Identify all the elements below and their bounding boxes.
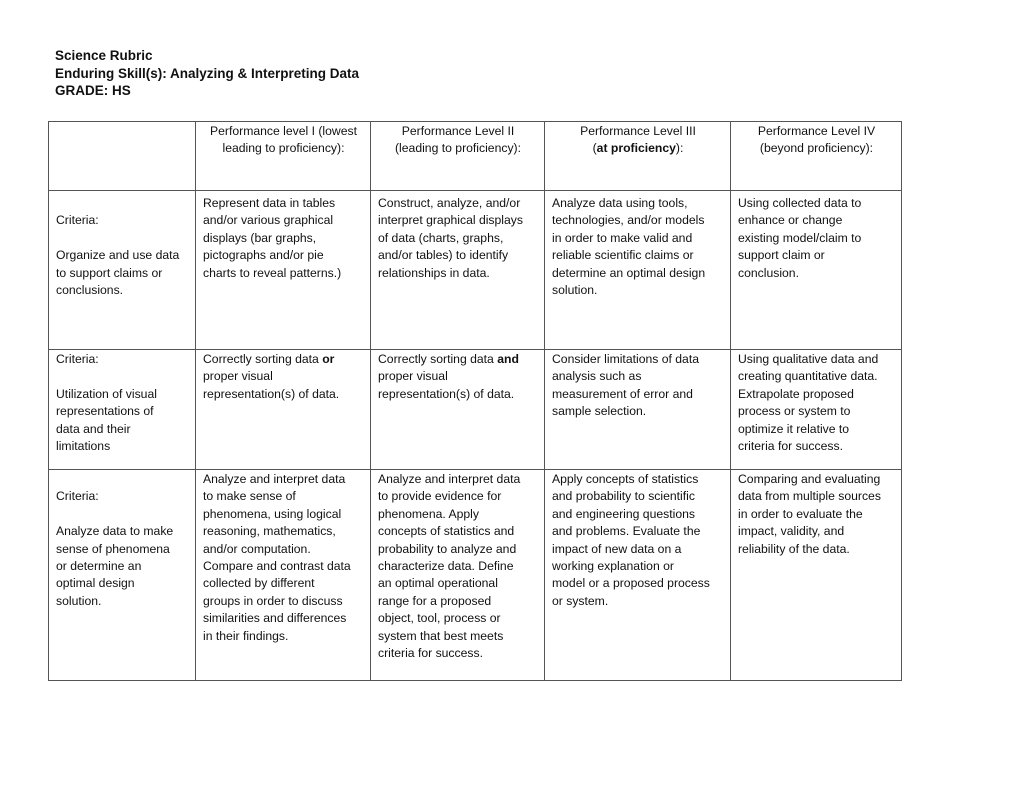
cell-text: measurement of error and (552, 386, 693, 401)
cell-text: conclusion. (738, 265, 799, 280)
cell-line (552, 558, 724, 575)
cell-line (378, 593, 538, 610)
cell-line (378, 628, 538, 645)
cell-line (56, 421, 189, 438)
rubric-body (49, 122, 902, 681)
cell-line (203, 386, 364, 403)
cell-text: range for a proposed (378, 593, 492, 608)
cell-line (738, 386, 895, 403)
cell-text: data and their (56, 421, 131, 436)
cell-text: Correctly sorting data (378, 352, 498, 366)
cell-text: limitations (56, 439, 111, 454)
cell-text: Organize and use data (56, 248, 180, 263)
cell-line (552, 575, 724, 592)
cell-text: enhance or change (738, 213, 843, 228)
cell-line (378, 506, 538, 523)
cell-line (203, 351, 364, 368)
cell-text: representations of (56, 404, 154, 419)
cell-text: Utilization of visual (56, 386, 157, 401)
emphasis-text: and (497, 352, 519, 366)
cell-line (552, 523, 724, 540)
header-row (49, 122, 902, 191)
cell-line (552, 368, 724, 385)
cell-line (56, 488, 189, 505)
cell-line (378, 471, 538, 488)
cell-line (552, 351, 724, 368)
cell-line (552, 195, 724, 212)
cell-text: to provide evidence for (378, 489, 502, 504)
cell-text: support claim or (738, 248, 825, 263)
cell-text: to support claims or (56, 265, 163, 280)
cell-text: model or a proposed process (552, 576, 710, 591)
cell-text: groups in order to discuss (203, 593, 343, 608)
cell-line (378, 212, 538, 229)
cell-text: Analyze data using tools, (552, 196, 688, 210)
cell-line (552, 282, 724, 299)
cell-text: Correctly sorting data (203, 352, 323, 366)
cell-text: Consider limitations of data (552, 352, 699, 366)
cell-text: pictographs and/or pie (203, 248, 324, 263)
cell-line (203, 212, 364, 229)
cell-line (378, 140, 538, 157)
cell-text: Performance Level III (580, 124, 696, 138)
cell-text: in their findings. (203, 628, 289, 643)
cell-level-4 (731, 470, 902, 681)
cell-line (378, 265, 538, 282)
cell-text: Using qualitative data and (738, 352, 879, 366)
cell-text: (beyond proficiency): (759, 141, 874, 156)
cell-text: characterize data. Define (378, 559, 514, 574)
cell-line (552, 386, 724, 403)
cell-text: an optimal operational (378, 576, 498, 591)
cell-line (738, 541, 895, 558)
cell-line (203, 506, 364, 523)
cell-line (203, 610, 364, 627)
cell-line (378, 575, 538, 592)
cell-line (738, 212, 895, 229)
cell-line (552, 230, 724, 247)
cell-line (203, 558, 364, 575)
cell-line (378, 368, 538, 385)
cell-line (738, 123, 895, 140)
cell-line (552, 488, 724, 505)
cell-text: (leading to proficiency): (395, 141, 521, 156)
cell-line (203, 593, 364, 610)
cell-line (552, 140, 724, 157)
cell-level-4 (731, 350, 902, 470)
cell-line (552, 471, 724, 488)
cell-line (552, 593, 724, 610)
emphasis-text: or (322, 352, 335, 366)
cell-text: object, tool, process or (378, 611, 501, 626)
cell-criteria (49, 191, 196, 350)
cell-text: criteria for success. (738, 439, 843, 454)
cell-text: Apply concepts of statistics (552, 472, 699, 486)
cell-text: and/or tables) to identify (378, 248, 509, 263)
cell-line (203, 541, 364, 558)
cell-line (738, 403, 895, 420)
cell-text: Analyze data to make (56, 524, 174, 539)
cell-line (378, 645, 538, 662)
cell-line (56, 212, 189, 229)
cell-text: reasoning, mathematics, (203, 524, 336, 539)
cell-line (738, 230, 895, 247)
cell-text: in order to evaluate the (738, 506, 863, 521)
cell-text: interpret graphical displays (378, 213, 523, 228)
cell-text: and/or various graphical (203, 213, 334, 228)
cell-line (203, 247, 364, 264)
cell-text: Performance Level IV (757, 124, 876, 138)
cell-text: Criteria: (56, 489, 99, 504)
cell-text: proper visual (378, 369, 448, 384)
cell-level-1 (196, 191, 371, 350)
cell-line (738, 421, 895, 438)
cell-text: representation(s) of data. (378, 386, 515, 401)
cell-text: ): (675, 141, 684, 156)
cell-line (203, 523, 364, 540)
cell-text: similarities and differences (203, 611, 347, 626)
cell-level-3 (545, 191, 731, 350)
cell-text: to make sense of (203, 489, 296, 504)
cell-text: Construct, analyze, and/or (378, 196, 521, 210)
cell-text: and/or computation. (203, 541, 311, 556)
cell-line (56, 123, 189, 140)
cell-text: Performance Level II (401, 124, 515, 138)
cell-line (56, 265, 189, 282)
cell-criteria (49, 350, 196, 470)
cell-text: solution. (552, 283, 598, 298)
cell-line (738, 140, 895, 157)
cell-line (203, 628, 364, 645)
cell-line (203, 195, 364, 212)
cell-line (56, 247, 189, 264)
cell-line (378, 247, 538, 264)
cell-text: ( (592, 141, 597, 156)
cell-line (56, 438, 189, 455)
cell-line (203, 368, 364, 385)
cell-text: in order to make valid and (552, 230, 693, 245)
cell-line (378, 610, 538, 627)
cell-line (552, 247, 724, 264)
cell-line (552, 541, 724, 558)
cell-text: conclusions. (56, 283, 124, 297)
cell-text: or system. (552, 593, 609, 608)
cell-line (56, 523, 189, 540)
cell-line (56, 506, 189, 523)
cell-text: reliability of the data. (738, 541, 850, 556)
emphasis-text: at proficiency (596, 141, 676, 156)
cell-text: impact of new data on a (552, 541, 682, 556)
cell-level-3 (545, 350, 731, 470)
cell-line (378, 230, 538, 247)
cell-line (738, 471, 895, 488)
header-cell-level-2 (371, 122, 545, 191)
cell-line (552, 403, 724, 420)
cell-line (56, 282, 189, 299)
cell-text: and engineering questions (552, 506, 695, 521)
cell-text: process or system to (738, 404, 851, 419)
cell-line (378, 351, 538, 368)
cell-text: reliable scientific claims or (552, 248, 694, 263)
cell-criteria (49, 470, 196, 681)
cell-level-2 (371, 350, 545, 470)
cell-text: representation(s) of data. (203, 386, 340, 401)
cell-line (738, 247, 895, 264)
cell-text: proper visual (203, 369, 273, 384)
cell-line (378, 123, 538, 140)
table-row (49, 191, 902, 350)
cell-line (56, 541, 189, 558)
cell-line (378, 558, 538, 575)
cell-text: sample selection. (552, 404, 647, 419)
cell-text: Compare and contrast data (203, 559, 351, 574)
cell-line (378, 541, 538, 558)
cell-text: collected by different (203, 576, 315, 591)
cell-level-3 (545, 470, 731, 681)
cell-line (378, 195, 538, 212)
cell-line (203, 471, 364, 488)
cell-text: criteria for success. (378, 646, 483, 661)
cell-line (738, 438, 895, 455)
cell-text: Using collected data to (738, 196, 862, 210)
cell-line (738, 351, 895, 368)
cell-line (203, 230, 364, 247)
cell-text: data from multiple sources (738, 489, 881, 504)
cell-text: solution. (56, 593, 102, 608)
cell-line (203, 140, 364, 157)
cell-line (56, 351, 189, 368)
cell-text: or determine an (56, 559, 142, 573)
cell-text: Comparing and evaluating (738, 472, 881, 486)
cell-line (203, 265, 364, 282)
cell-text: working explanation or (552, 559, 674, 574)
table-row (49, 350, 902, 470)
cell-text: Analyze and interpret data (203, 472, 346, 486)
cell-text: sense of phenomena (56, 541, 170, 556)
cell-line (378, 386, 538, 403)
rubric-table (48, 121, 902, 681)
cell-text: optimize it relative to (738, 421, 850, 436)
cell-text: probability to analyze and (378, 541, 517, 556)
cell-level-2 (371, 191, 545, 350)
cell-text: relationships in data. (378, 265, 490, 280)
cell-line (56, 386, 189, 403)
cell-text: and probability to scientific (552, 489, 695, 504)
document-title: Science Rubric (55, 48, 153, 63)
cell-level-1 (196, 470, 371, 681)
cell-line (738, 506, 895, 523)
grade-level: GRADE: HS (55, 83, 131, 98)
cell-text: existing model/claim to (738, 230, 862, 245)
cell-text: leading to proficiency): (222, 141, 345, 156)
cell-line (738, 368, 895, 385)
cell-text: phenomena, using logical (203, 506, 342, 521)
cell-level-4 (731, 191, 902, 350)
cell-line (552, 212, 724, 229)
cell-text: creating quantitative data. (738, 369, 878, 384)
enduring-skill: Enduring Skill(s): Analyzing & Interpreting Data (55, 65, 360, 81)
cell-line (738, 265, 895, 282)
cell-line (738, 195, 895, 212)
cell-line (378, 523, 538, 540)
cell-text: Criteria: (56, 213, 99, 228)
cell-text: displays (bar graphs, (203, 230, 317, 245)
cell-text: of data (charts, graphs, (378, 230, 504, 245)
cell-line (56, 230, 189, 247)
cell-text: charts to reveal patterns.) (203, 265, 342, 280)
cell-line (56, 471, 189, 488)
cell-text: phenomena. Apply (378, 506, 479, 521)
cell-line (56, 593, 189, 610)
cell-line (203, 575, 364, 592)
header-cell-level-4 (731, 122, 902, 191)
cell-text: Criteria: (56, 352, 99, 366)
cell-line (203, 123, 364, 140)
header-cell-criteria (49, 122, 196, 191)
cell-line (552, 265, 724, 282)
cell-level-1 (196, 350, 371, 470)
cell-text: Represent data in tables (203, 196, 336, 210)
cell-line (552, 506, 724, 523)
cell-text: Performance level I (lowest (210, 124, 357, 138)
cell-line (56, 403, 189, 420)
cell-text: and problems. Evaluate the (552, 524, 701, 539)
cell-text: analysis such as (552, 369, 642, 384)
cell-line (552, 123, 724, 140)
header-cell-level-3 (545, 122, 731, 191)
cell-line (738, 488, 895, 505)
cell-line (56, 558, 189, 575)
cell-line (738, 523, 895, 540)
cell-level-2 (371, 470, 545, 681)
cell-line (203, 488, 364, 505)
cell-text: Analyze and interpret data (378, 472, 521, 486)
cell-line (56, 195, 189, 212)
cell-text: technologies, and/or models (552, 213, 705, 228)
cell-text: Extrapolate proposed (738, 386, 854, 401)
cell-text: concepts of statistics and (378, 524, 515, 539)
cell-text: optimal design (56, 576, 135, 591)
header-cell-level-1 (196, 122, 371, 191)
cell-line (378, 488, 538, 505)
cell-text: system that best meets (378, 628, 504, 643)
cell-line (56, 368, 189, 385)
cell-line (56, 575, 189, 592)
cell-text: determine an optimal design (552, 265, 706, 280)
document-heading (55, 47, 359, 100)
cell-text: impact, validity, and (738, 524, 845, 539)
table-row (49, 470, 902, 681)
